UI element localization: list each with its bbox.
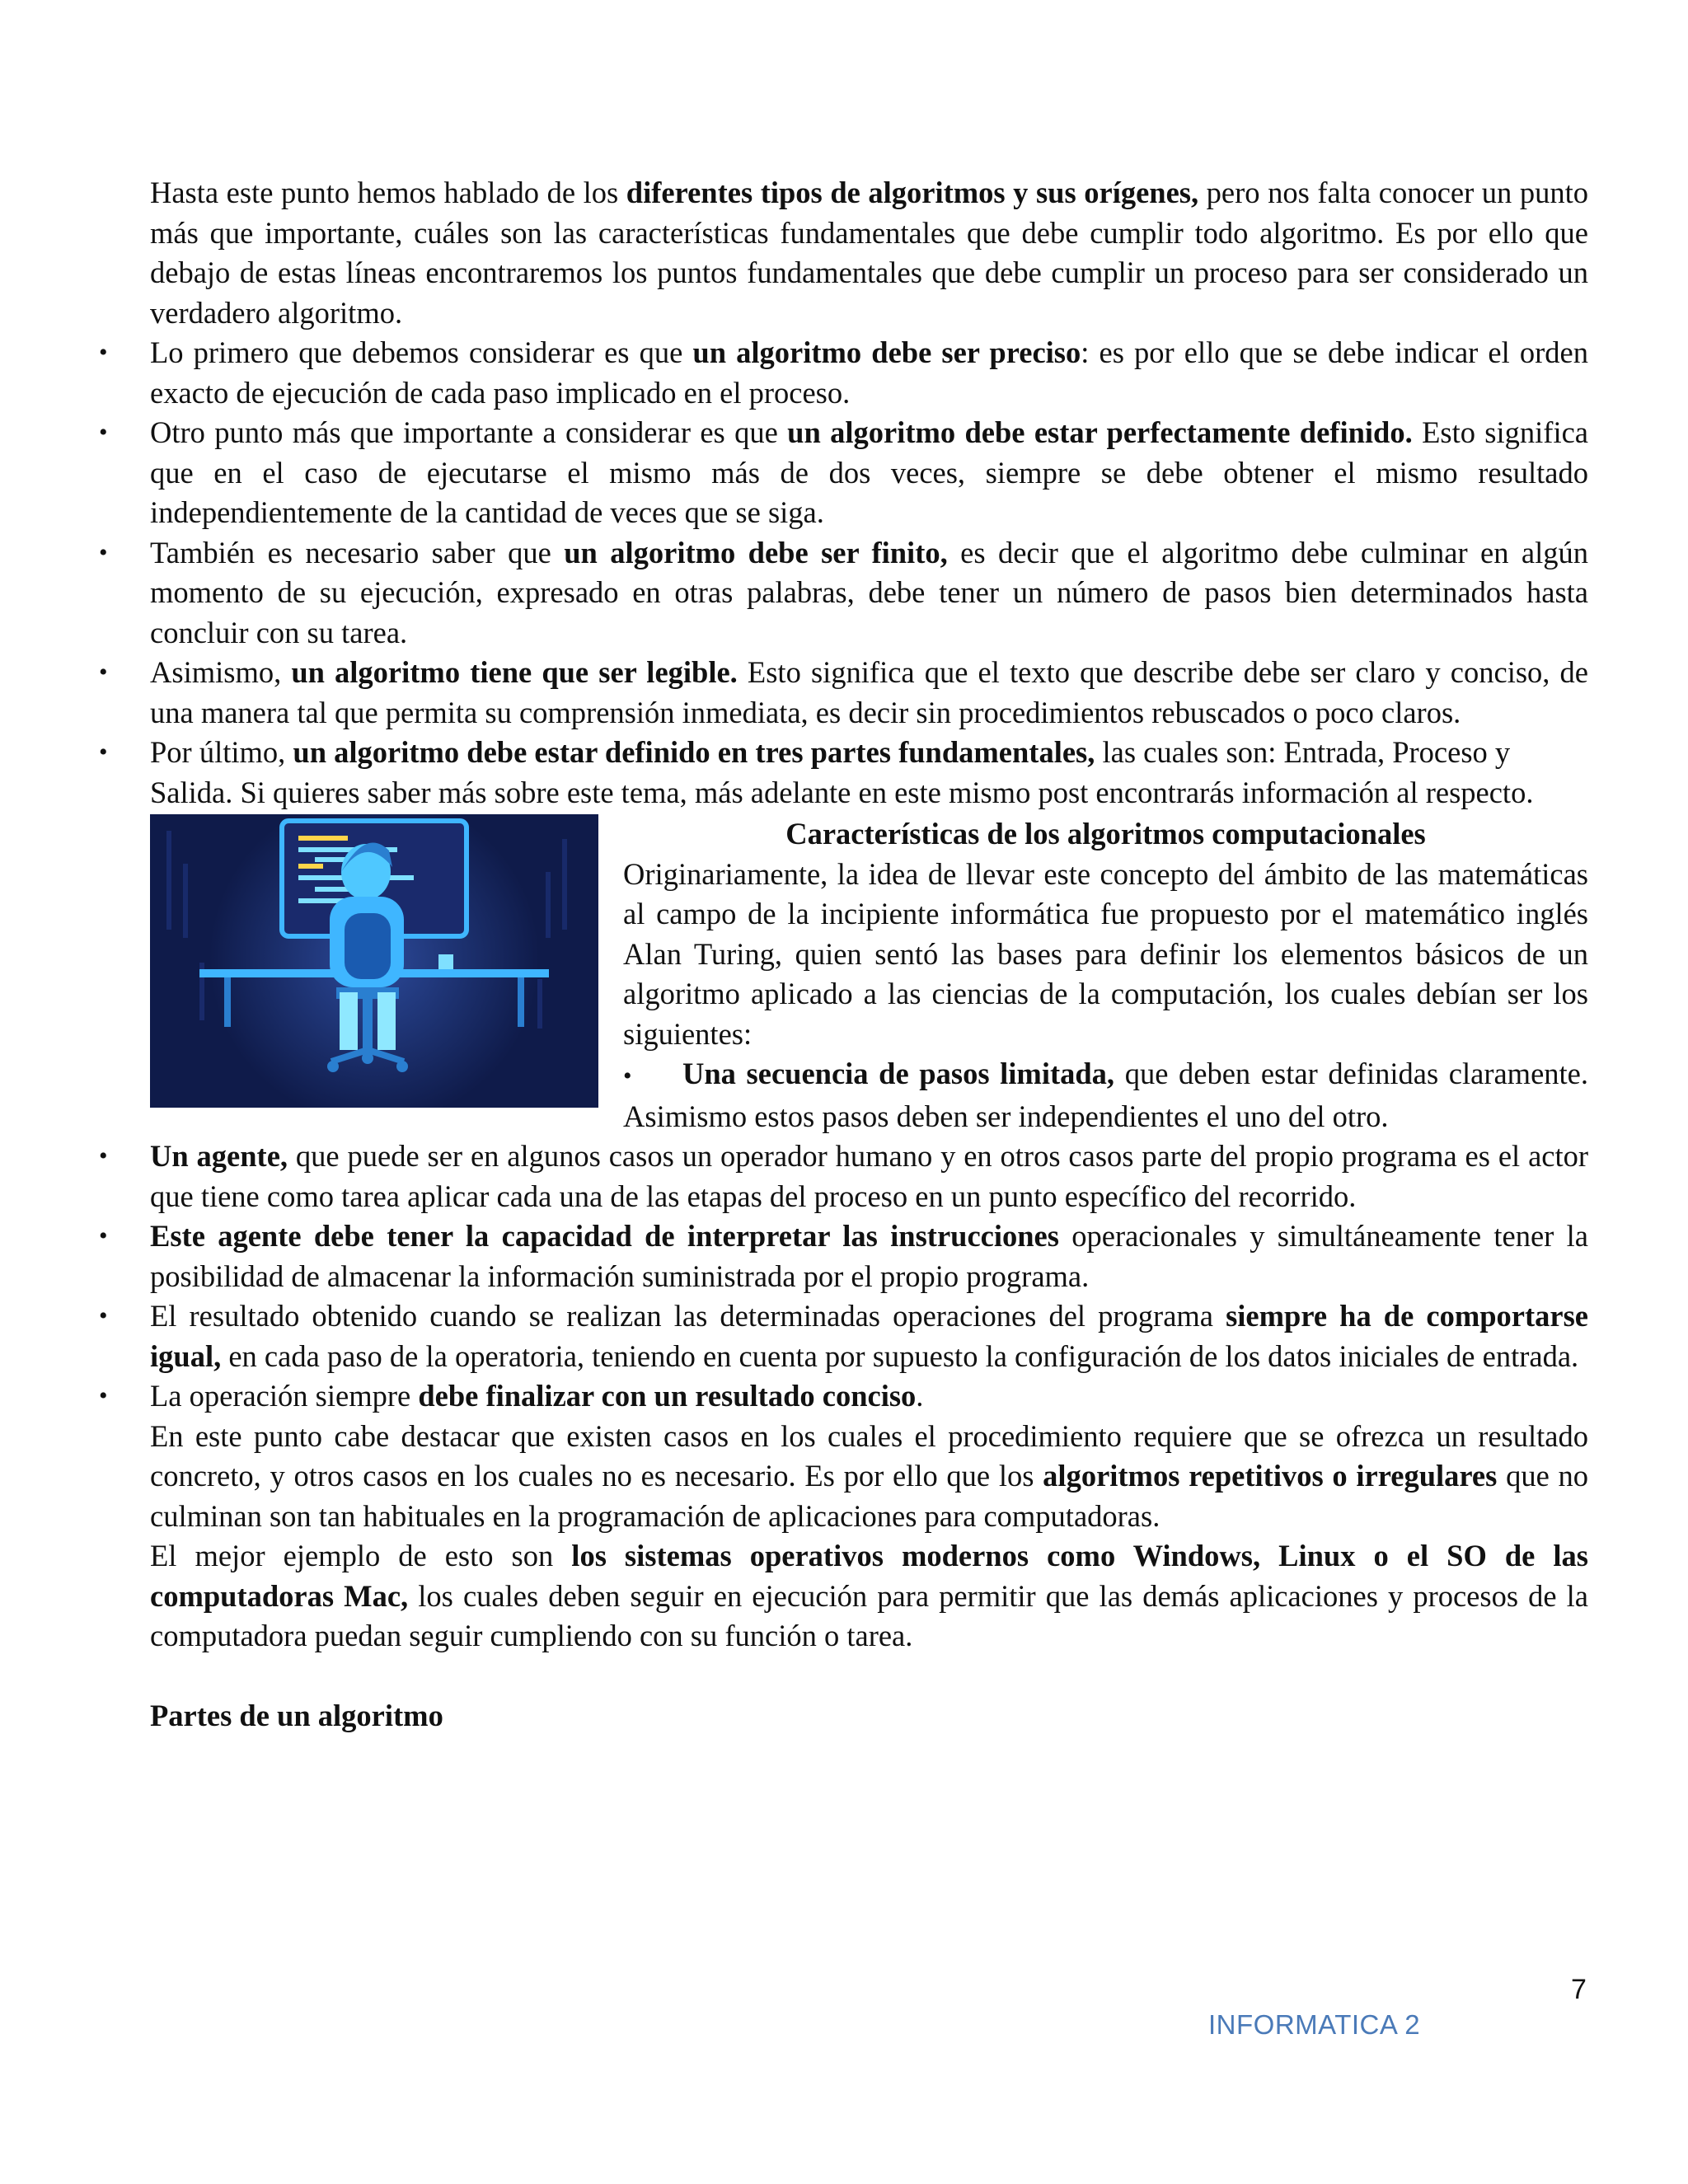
bullet-glyph: •: [623, 1062, 632, 1090]
turing-elements-list: [150, 1137, 1588, 1417]
os-example-paragraph: El mejor ejemplo de esto son los sistemas operativos modernos como Windows, Linux o el SO de las computadoras Mac, los cuales deben seguir en ejecución para permitir que las demás aplicaciones y procesos de la computadora puedan seguir cumpliendo con su función o tarea.: [150, 1539, 1589, 1652]
section-title: Características de los algoritmos computacionales: [785, 817, 1426, 851]
list-item: • También es necesario saber que un algoritmo debe ser finito, es decir que el algoritmo debe culminar en algún momento de su ejecución, expresado en otras palabras, debe tener un número de pasos bien determinados hasta concluir con su tarea.: [150, 533, 1588, 654]
section-inline-bullet-item: • Una secuencia de pasos limitada, que deben estar definidas claramente. Asimismo estos pasos deben ser independientes el uno del otro.: [623, 1057, 1588, 1133]
intro-paragraph: Hasta este punto hemos hablado de los diferentes tipos de algoritmos y sus orígenes, pero nos falta conocer un punto más que importante, cuáles son las características fundamentales que debe cumplir todo algoritmo. Es por ello que debajo de estas líneas encontraremos los puntos fundamentales que debe cumplir un proceso para ser considerado un verdadero algoritmo.: [150, 176, 1588, 330]
list-item: • Lo primero que debemos considerar es que un algoritmo debe ser preciso: es por ello que se debe indicar el orden exacto de ejecución de cada paso implicado en el proceso.: [150, 333, 1588, 413]
document-body: [150, 173, 1588, 1736]
list-item: • El resultado obtenido cuando se realizan las determinadas operaciones del programa siempre ha de comportarse igual, en cada paso de la operatoria, teniendo en cuenta por supuesto la configuración de los datos iniciales de entrada.: [150, 1296, 1588, 1376]
salida-paragraph: Salida. Si quieres saber más sobre este tema, más adelante en este mismo post encontrarás información al respecto.: [150, 775, 1534, 809]
section-block: [150, 814, 1588, 1137]
footer-label: INFORMATICA 2: [1208, 2009, 1421, 2040]
list-item: • La operación siempre debe finalizar con un resultado conciso.: [150, 1376, 1588, 1417]
section-paragraph: Originariamente, la idea de llevar este concepto del ámbito de las matemáticas al campo de la incipiente informática fue propuesto por el matemático inglés Alan Turing, quien sentó las bases para definir los elementos básicos de un algoritmo aplicado a las ciencias de la computación, los cuales debían ser los siguientes:: [623, 856, 1588, 1051]
page-number: 7: [1571, 1974, 1587, 2005]
list-item: • Un agente, que puede ser en algunos casos un operador humano y en otros casos parte del propio programa es el actor que tiene como tarea aplicar cada una de las etapas del proceso en un punto específico del recorrido.: [150, 1137, 1588, 1216]
section-heading: Partes de un algoritmo: [150, 1698, 443, 1732]
list-item: • Por último, un algoritmo debe estar definido en tres partes fundamentales, las cuales son: Entrada, Proceso y: [150, 733, 1588, 773]
list-item: • Este agente debe tener la capacidad de interpretar las instrucciones operacionales y simultáneamente tener la posibilidad de almacenar la información suministrada por el propio programa.: [150, 1216, 1588, 1296]
list-item: • Asimismo, un algoritmo tiene que ser legible. Esto significa que el texto que describe debe ser claro y conciso, de una manera tal que permita su comprensión inmediata, es decir sin procedimientos rebuscados o poco claros.: [150, 653, 1588, 733]
programmer-illustration: [150, 814, 598, 1108]
repetitive-algorithms-paragraph: En este punto cabe destacar que existen casos en los cuales el procedimiento requiere que se ofrezca un resultado concreto, y otros casos en los cuales no es necesario. Es por ello que los algoritmos repetitivos o irregulares que no culminan son tan habituales en la programación de aplicaciones para computadoras.: [150, 1418, 1588, 1533]
list-item: • Otro punto más que importante a considerar es que un algoritmo debe estar perfectamente definido. Esto significa que en el caso de ejecutarse el mismo más de dos veces, siempre se debe obtener el mismo resultado independientemente de la cantidad de veces que se siga.: [150, 413, 1588, 533]
characteristics-list: [150, 333, 1588, 773]
